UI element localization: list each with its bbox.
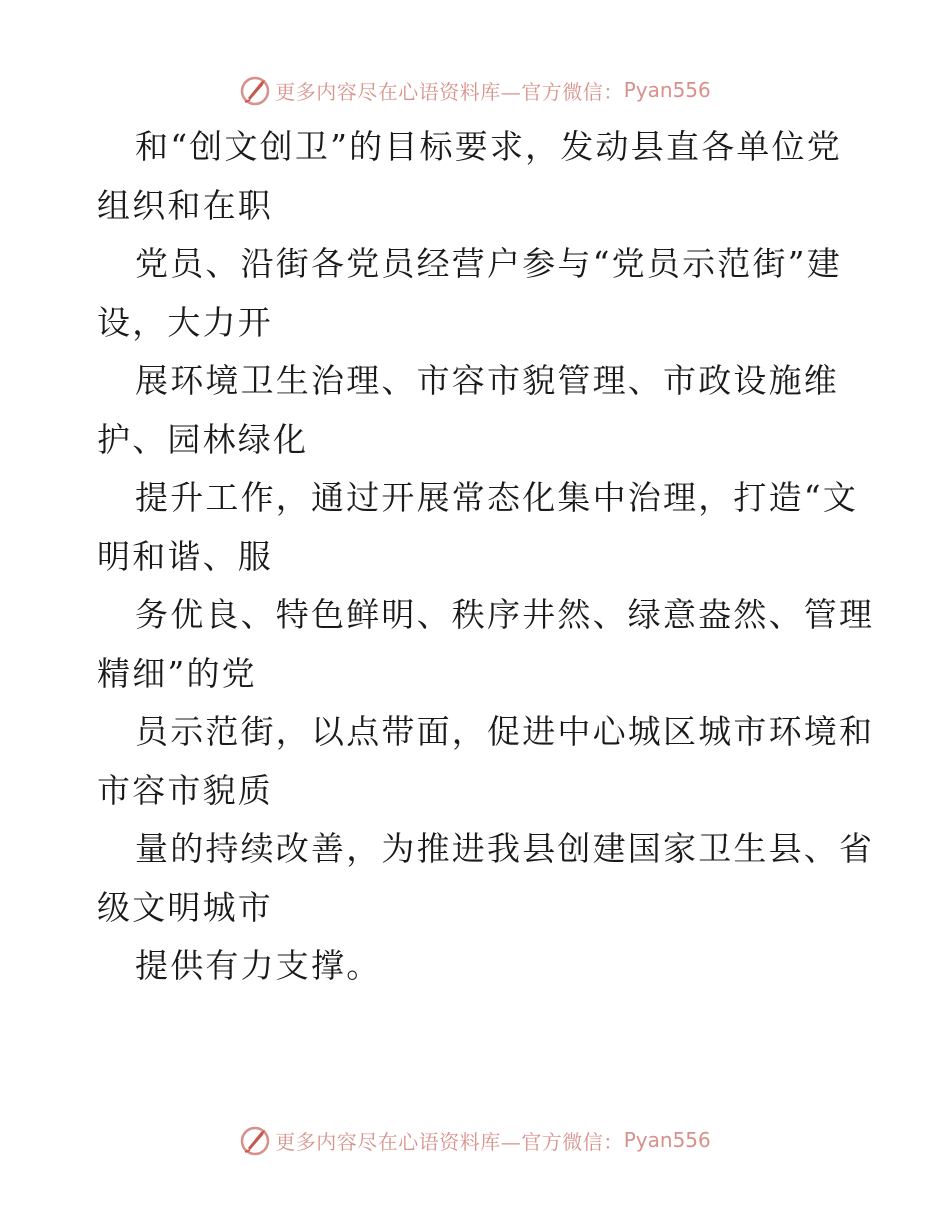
text-line: 量的持续改善，为推进我县创建国家卫生县、省 (135, 829, 875, 868)
text-line: 务优良、特色鲜明、秩序井然、绿意盎然、管理 (135, 595, 875, 634)
text-line: 展环境卫生治理、市容市貌管理、市政设施维 (135, 361, 839, 400)
watermark-text: 更多内容尽在心语资料库—官方微信： (275, 79, 624, 104)
text-line: 设，大力开 (97, 302, 273, 342)
text-line: 提升工作，通过开展常态化集中治理，打造“文 (135, 478, 859, 517)
quill-pen-logo-icon (239, 1124, 271, 1156)
text-line: 和“创文创卫”的目标要求，发动县直各单位党 (135, 127, 842, 166)
watermark-wechat-id: Pyan556 (623, 78, 711, 102)
text-line: 精细”的党 (97, 653, 257, 693)
header-watermark-banner (0, 72, 950, 108)
text-line: 明和谐、服 (97, 536, 273, 576)
text-line: 市容市貌质 (97, 770, 273, 810)
watermark-wechat-id: Pyan556 (623, 1128, 711, 1152)
footer-watermark-banner (0, 1122, 950, 1158)
text-line: 党员、沿街各党员经营户参与“党员示范街”建 (135, 244, 842, 283)
text-line: 提供有力支撑。 (135, 946, 382, 985)
watermark-text: 更多内容尽在心语资料库—官方微信： (275, 1129, 624, 1154)
text-line: 组织和在职 (97, 185, 273, 225)
document-body (97, 118, 875, 996)
text-line: 护、园林绿化 (97, 419, 309, 459)
text-line: 级文明城市 (97, 887, 273, 927)
text-line: 员示范街，以点带面，促进中心城区城市环境和 (135, 712, 875, 751)
quill-pen-logo-icon (239, 74, 271, 106)
